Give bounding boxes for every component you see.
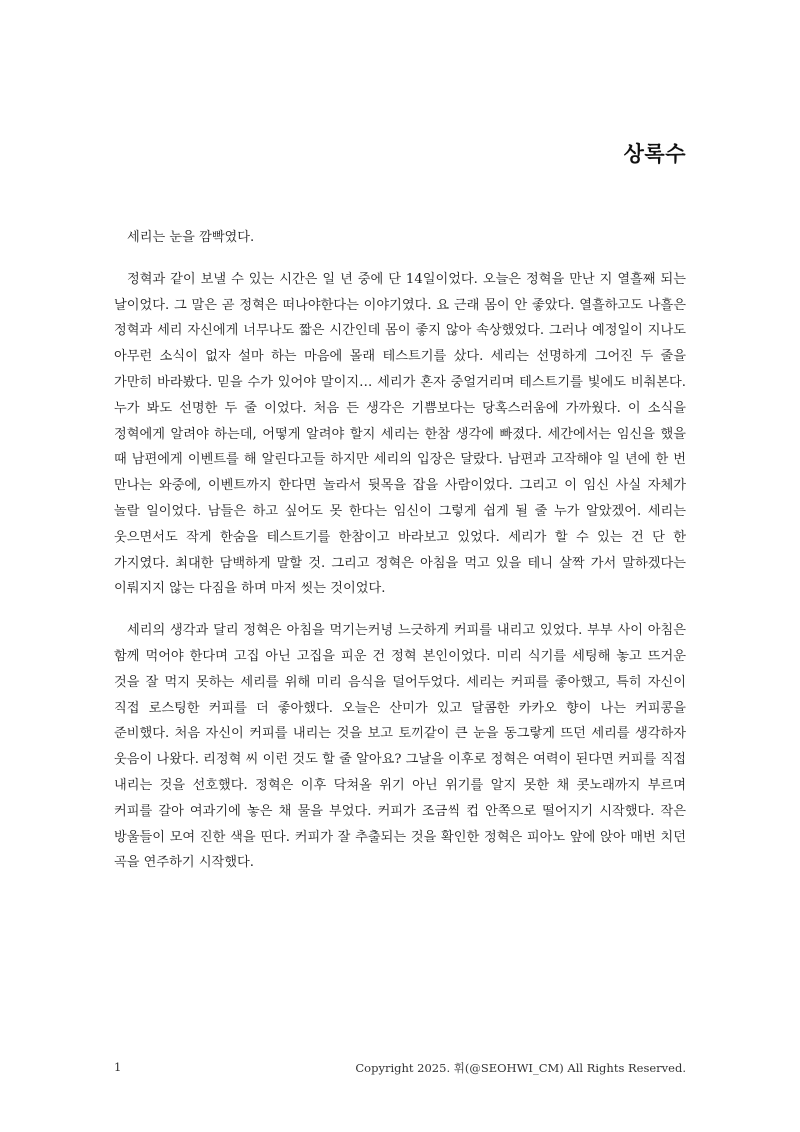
page-number: 1 <box>114 1060 122 1074</box>
body-text <box>114 225 686 892</box>
paragraph-2: 정혁과 같이 보낼 수 있는 시간은 일 년 중에 단 14일이었다. 오늘은 정혁을 만난 지 열흘째 되는 날이었다. 그 말은 곧 정혁은 떠나야한다는 이야기였다. 요 근래 몸이 안 좋았다. 열흘하고도 나흘은 정혁과 세리 자신에게 너무나도 짧은 시간인데 몸이 좋지 않아 속상했었다. 그러나 예정일이 지나도 아무런 소식이 없자 설마 하는 마음에 몰래 테스트기를 샀다. 세리는 선명하게 그어진 두 줄을 가만히 바라봤다. 믿을 수가 있어야 말이지… 세리가 혼자 중얼거리며 테스트기를 빛에도 비춰본다. 누가 봐도 선명한 두 줄 이었다. 처음 든 생각은 기쁨보다는 당혹스러움에 가까웠다. 이 소식을 정혁에게 알려야 하는데, 어떻게 알려야 할지 세리는 한참 생각에 빠졌다. 세간에서는 임신을 했을 때 남편에게 이벤트를 해 알린다고들 하지만 세리의 입장은 달랐다. 남편과 고작해야 일 년에 한 번 만나는 와중에, 이벤트까지 한다면 놀라서 뒷목을 잡을 사람이었다. 그리고 이 임신 사실 자체가 놀랄 일이었다. 남들은 하고 싶어도 못 한다는 임신이 그렇게 쉽게 될 줄 누가 알았겠어. 세리는 웃으면서도 작게 한숨을 테스트기를 한참이고 바라보고 있었다. 세리가 할 수 있는 건 단 한 가지였다. 최대한 담백하게 말할 것. 그리고 정혁은 아침을 먹고 있을 테니 살짝 가서 말하겠다는 이뤄지지 않는 다짐을 하며 마저 씻는 것이었다. <box>114 271 686 597</box>
paragraph-1: 세리는 눈을 깜빡였다. <box>127 230 255 245</box>
page-footer <box>114 1060 686 1076</box>
page-title: 상록수 <box>623 142 686 166</box>
paragraph-3: 세리의 생각과 달리 정혁은 아침을 먹기는커녕 느긋하게 커피를 내리고 있었다. 부부 사이 아침은 함께 먹어야 한다며 고집 아닌 고집을 피운 건 정혁 본인이었다. 미리 식기를 세팅해 놓고 뜨거운 것을 잘 먹지 못하는 세리를 위해 미리 음식을 덜어두었다. 세리는 커피를 좋아했고, 특히 자신이 직접 로스팅한 커피를 더 좋아했다. 오늘은 산미가 있고 달콤한 카카오 향이 나는 커피콩을 준비했다. 처음 자신이 커피를 내리는 것을 보고 토끼같이 큰 눈을 동그랗게 뜨던 세리를 생각하자 웃음이 나왔다. 리정혁 씨 이런 것도 할 줄 알아요? 그날을 이후로 정혁은 여력이 된다면 커피를 직접 내리는 것을 선호했다. 정혁은 이후 닥쳐올 위기 아닌 위기를 알지 못한 채 콧노래까지 부르며 커피를 갈아 여과기에 놓은 채 물을 부었다. 커피가 조금씩 컵 안쪽으로 떨어지기 시작했다. 작은 방울들이 모여 진한 색을 띤다. 커피가 잘 추출되는 것을 확인한 정혁은 피아노 앞에 앉아 매번 치던 곡을 연주하기 시작했다. <box>114 623 686 871</box>
copyright-notice: Copyright 2025. 휘(@SEOHWI_CM) All Rights Reserved. <box>355 1061 686 1075</box>
